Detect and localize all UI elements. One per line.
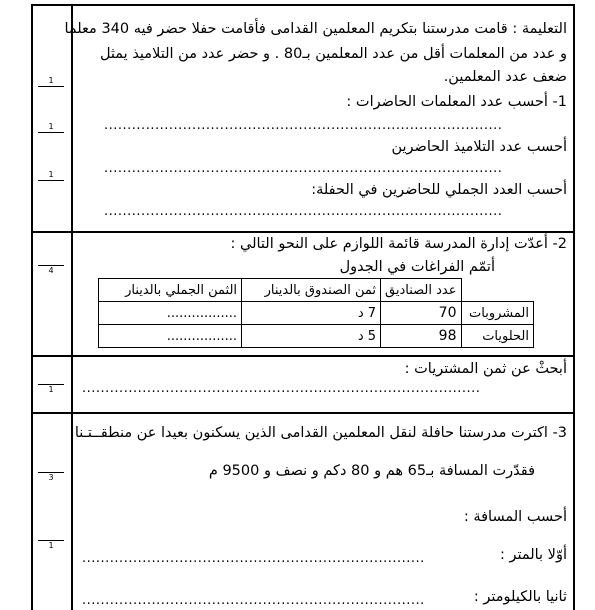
row-price: 5 د <box>242 325 381 348</box>
question-3b: ثانيا بالكيلومتر : <box>473 589 567 605</box>
table-header-price: ثمن الصندوق بالدينار <box>242 279 381 302</box>
row-price: 7 د <box>242 302 381 325</box>
mark-q2: 4 <box>37 265 65 276</box>
mark-q3b: 1 <box>37 540 65 551</box>
divider-2 <box>31 355 575 357</box>
answer-line-3a: .......................................................................... <box>82 551 425 566</box>
question-2: 2- أعدّت إدارة المدرسة قائمة اللوازم على النحو التالي : <box>230 236 567 252</box>
question-2-sub: أتمّم الفراغات في الجدول <box>339 259 495 275</box>
table-header-total: الثمن الجملي بالدينار <box>99 279 242 302</box>
divider-1 <box>31 231 575 233</box>
question-1a: 1- أحسب عدد المعلمات الحاضرات : <box>346 94 567 110</box>
mark-q1b: 1 <box>37 122 65 133</box>
question-1b: أحسب عدد التلاميذ الحاضرين <box>391 139 567 155</box>
answer-line-1a: ...................................................................................... <box>104 118 503 133</box>
answer-line-1b: ...................................................................................... <box>104 161 503 176</box>
question-2b: أبحثْ عن ثمن المشتريات : <box>404 361 567 377</box>
answer-line-1c: ...................................................................................... <box>104 204 503 219</box>
row-item: المشروبات <box>461 302 534 325</box>
answer-line-3b: .......................................................................... <box>82 593 425 608</box>
table-row <box>99 302 534 325</box>
answer-line-2b: ...................................................................................... <box>82 381 481 396</box>
intro-line-1: التعليمة : قامت مدرستنا بتكريم المعلمين القدامى فأقامت حفلا حضر فيه 340 معلما <box>64 21 567 37</box>
mark-q1c: 1 <box>37 170 65 181</box>
intro-line-3: ضعف عدد المعلمين. <box>443 69 567 85</box>
table-header-empty <box>461 279 534 302</box>
mark-q3: 3 <box>37 472 65 483</box>
supplies-table <box>98 278 534 348</box>
table-header-row <box>99 279 534 302</box>
row-count: 98 <box>381 325 461 348</box>
table-header-count: عدد الصناديق <box>381 279 461 302</box>
divider-3 <box>31 412 575 414</box>
row-item: الحلويات <box>461 325 534 348</box>
score-column <box>31 4 73 610</box>
row-total: ................. <box>99 302 242 325</box>
question-3-line-2: فقدّرت المسافة بـ65 هم و 80 دكم و نصف و 9500 م <box>208 463 535 479</box>
mark-q2b: 1 <box>37 384 65 395</box>
question-3-line-1: 3- اكترت مدرستنا حافلة لنقل المعلمين القدامى الذين يسكنون بعيدا عن منطقــتـنا <box>74 425 567 441</box>
row-count: 70 <box>381 302 461 325</box>
mark-q1a: 1 <box>37 76 65 87</box>
question-3-calc: أحسب المسافة : <box>463 509 567 525</box>
row-total: ................. <box>99 325 242 348</box>
question-3a: أوّلا بالمتر : <box>499 547 567 563</box>
intro-line-2: و عدد من المعلمات أقل من عدد المعلمين بـ80 . و حضر عدد من التلاميذ يمثل <box>99 46 567 62</box>
table-row <box>99 325 534 348</box>
question-1c: أحسب العدد الجملي للحاضرين في الحفلة: <box>311 182 567 198</box>
